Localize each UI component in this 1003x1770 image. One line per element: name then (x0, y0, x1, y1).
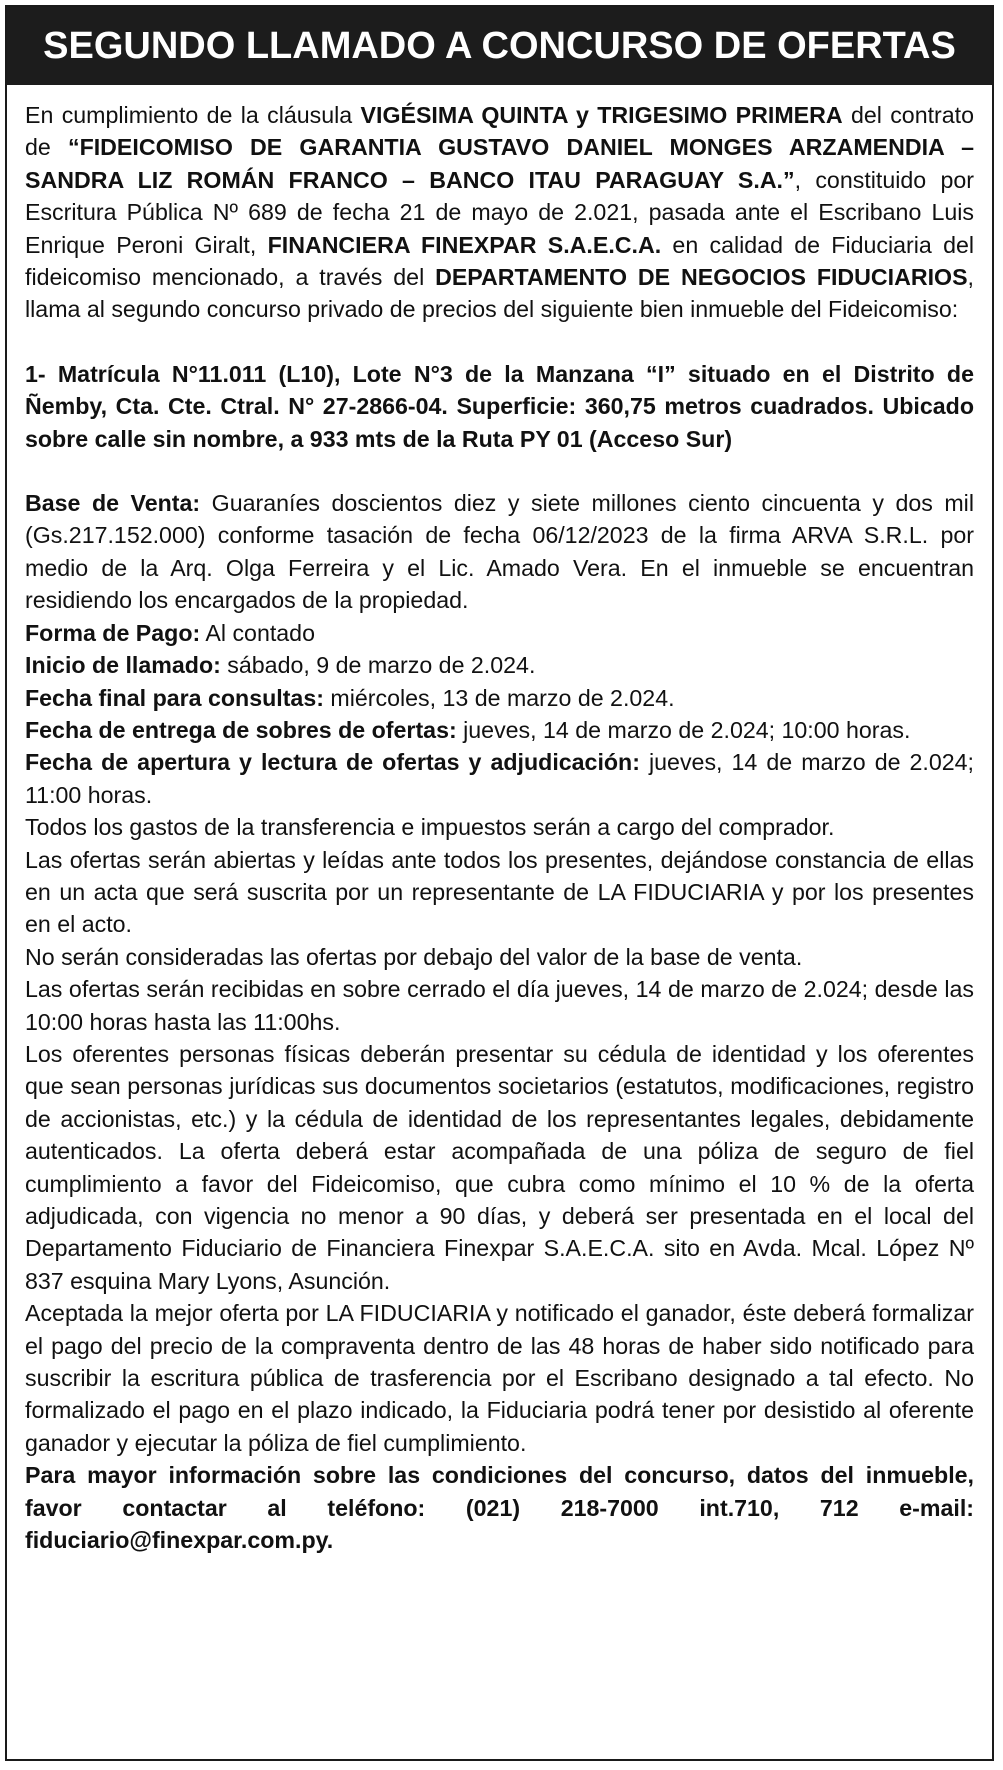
contact-paragraph (25, 1459, 974, 1556)
intro-text-2: del contrato de (25, 102, 974, 161)
no-consideradas-paragraph: No serán consideradas las ofertas por debajo del valor de la base de venta. (25, 943, 803, 970)
recibidas-paragraph: Las ofertas serán recibidas en sobre cerrado el día jueves, 14 de marzo de 2.024; desde las 10:00 horas hasta las 11:00hs. (25, 976, 974, 1035)
inicio-label: Inicio de llamado: (25, 652, 221, 679)
fecha-consultas (25, 682, 974, 714)
notice-title: SEGUNDO LLAMADO A CONCURSO DE OFERTAS (7, 7, 992, 85)
notice-body (7, 85, 992, 1556)
entrega-text: jueves, 14 de marzo de 2.024; 10:00 horas. (456, 716, 911, 743)
intro-text-4: en calidad de Fiduciaria del fideicomiso mencionado, a través del (25, 231, 975, 291)
base-venta (25, 487, 974, 617)
apertura-text: jueves, 14 de marzo de 2.024; 11:00 horas. (25, 749, 975, 808)
intro-text-5: , llama al segundo concurso privado de precios del siguiente bien inmueble del Fideicomiso: (25, 264, 974, 323)
fiduciary-name: FINANCIERA FINEXPAR S.A.E.C.A. (267, 231, 662, 258)
inicio-llamado (25, 649, 974, 681)
base-venta-text: Guaraníes doscientos diez y siete millones ciento cincuenta y dos mil (Gs.217.152.000) conforme tasación de fecha 06/12/2023 de la firma ARVA S.R.L. por medio de la Arq. Olga Ferreira y el Lic. Amado Vera. En el inmueble se encuentran residiendo los encargados de la propiedad. (25, 490, 974, 614)
fecha-apertura (25, 746, 974, 811)
department-name: DEPARTAMENTO DE NEGOCIOS FIDUCIARIOS (435, 264, 968, 291)
intro-paragraph (25, 99, 974, 326)
trust-name: “FIDEICOMISO DE GARANTIA GUSTAVO DANIEL MONGES ARZAMENDIA – SANDRA LIZ ROMÁN FRANCO – BANCO ITAU PARAGUAY S.A.” (25, 134, 974, 193)
consultas-text: miércoles, 13 de marzo de 2.024. (323, 684, 675, 711)
aceptada-paragraph: Aceptada la mejor oferta por LA FIDUCIARIA y notificado el ganador, éste deberá formalizar el pago del precio de la compraventa dentro de las 48 horas de haber sido notificado para suscribir la escritura pública de trasferencia por el Escribano designado a tal efecto. No formalizado el pago en el plazo indicado, la Fiduciaria podrá tener por desistido al oferente ganador y ejecutar la póliza de fiel cumplimiento. (25, 1300, 974, 1456)
inicio-text: sábado, 9 de marzo de 2.024. (220, 652, 536, 679)
abiertas-paragraph: Las ofertas serán abiertas y leídas ante todos los presentes, dejándose constancia de ellas en un acta que será suscrita por un representante de LA FIDUCIARIA y por los presentes en el acto. (25, 846, 974, 938)
base-venta-label: Base de Venta: (25, 490, 201, 517)
oferentes-paragraph: Los oferentes personas físicas deberán presentar su cédula de identidad y los oferentes que sean personas jurídicas sus documentos societarios (estatutos, modificaciones, registro de accionistas, etc.) y la cédula de identidad de los representantes legales, debidamente autenticados. La oferta deberá estar acompañada de una póliza de seguro de fiel cumplimiento a favor del Fideicomiso, que cubra como mínimo el 10 % de la oferta adjudicada, con vigencia no menor a 90 días, y deberá ser presentada en el local del Departamento Fiduciario de Financiera Finexpar S.A.E.C.A. sito en Avda. Mcal. López Nº 837 esquina Mary Lyons, Asunción. (25, 1040, 974, 1294)
gastos-paragraph: Todos los gastos de la transferencia e impuestos serán a cargo del comprador. (25, 814, 835, 841)
apertura-label: Fecha de apertura y lectura de ofertas y adjudicación: (25, 749, 640, 776)
forma-pago (25, 617, 974, 649)
spacer (25, 455, 974, 487)
notice-frame (5, 5, 994, 1761)
contact-text: Para mayor información sobre las condiciones del concurso, datos del inmueble, favor contactar al teléfono: (021) 218-7000 int.710, 712 e-mail: fiduciario@finexpar.com.py. (25, 1462, 974, 1554)
entrega-label: Fecha de entrega de sobres de ofertas: (25, 716, 457, 743)
property-description (25, 358, 974, 455)
clause-names: VIGÉSIMA QUINTA y TRIGESIMO PRIMERA (360, 102, 843, 128)
intro-text-3: , constituido por Escritura Pública Nº 689 de fecha 21 de mayo de 2.021, pasada ante el Escribano Luis Enrique Peroni Giralt, (25, 166, 975, 258)
spacer (25, 326, 974, 358)
intro-text-1: En cumplimiento de la cláusula (25, 102, 361, 128)
property-text: 1- Matrícula N°11.011 (L10), Lote N°3 de la Manzana “I” situado en el Distrito de Ñemby, Cta. Cte. Ctral. N° 27-2866-04. Superficie: 360,75 metros cuadrados. Ubicado sobre calle sin nombre, a 933 mts de la Ruta PY 01 (Acceso Sur) (25, 360, 974, 452)
forma-pago-text: Al contado (200, 619, 315, 646)
fecha-entrega (25, 714, 974, 746)
consultas-label: Fecha final para consultas: (25, 684, 324, 711)
forma-pago-label: Forma de Pago: (25, 619, 201, 646)
